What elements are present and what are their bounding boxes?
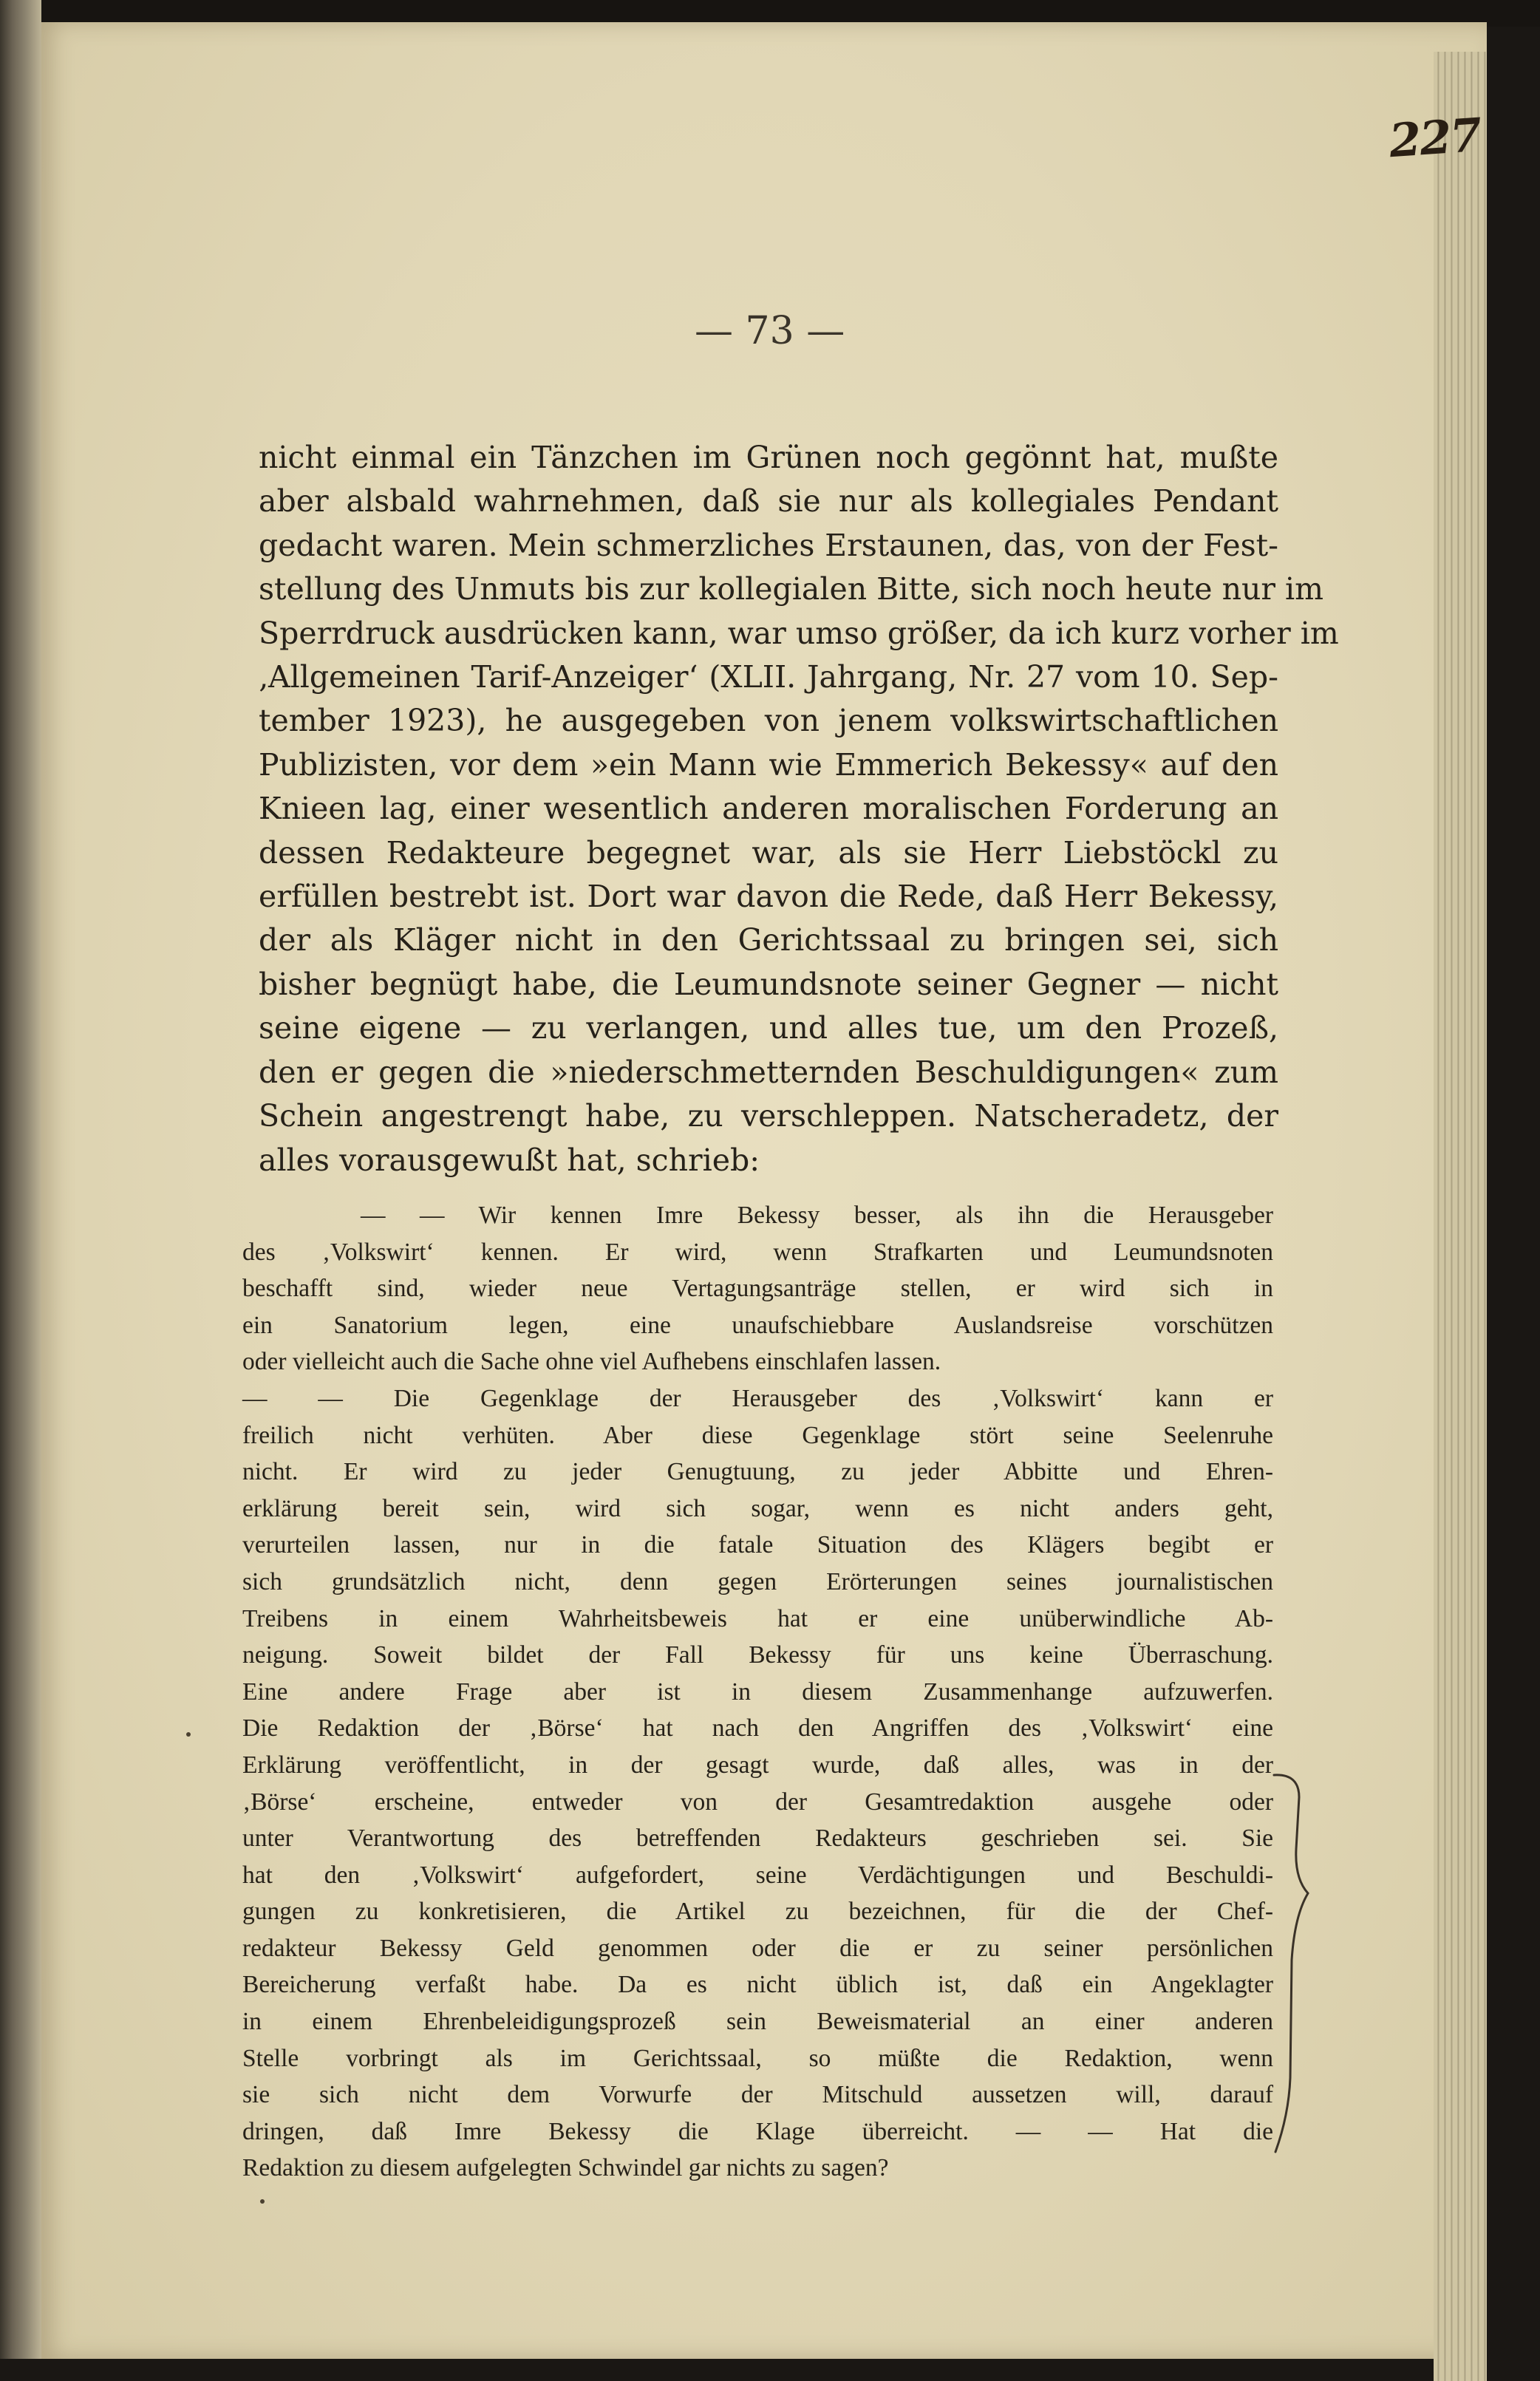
quote-line: Die Redaktion der ‚Börse‘ hat nach den Angriffen des ‚Volkswirt‘ eine: [242, 1714, 1273, 1743]
text-line: gedacht waren. Mein schmerzliches Erstaunen, das, von der Fest-: [259, 527, 1278, 563]
quote-line: — — Die Gegenklage der Herausgeber des ‚Volkswirt‘ kann er: [242, 1384, 1273, 1412]
quote-line: ‚Börse‘ erscheine, entweder von der Gesamtredaktion ausgehe oder: [242, 1788, 1273, 1816]
pencil-margin-bracket: [1270, 1768, 1321, 2167]
quote-line: oder vielleicht auch die Sache ohne viel Aufhebens einschlafen lassen.: [242, 1348, 941, 1376]
text-line: tember 1923), he ausgegeben von jenem volkswirtschaftlichen: [259, 703, 1278, 739]
text-line: stellung des Unmuts bis zur kollegialen Bitte, sich noch heute nur im: [259, 571, 1324, 607]
text-line: Sperrdruck ausdrücken kann, war umso größer, da ich kurz vorher im: [259, 615, 1339, 651]
quote-line: neigung. Soweit bildet der Fall Bekessy für uns keine Überraschung.: [242, 1641, 1273, 1669]
quote-line: beschafft sind, wieder neue Vertagungsanträge stellen, er wird sich in: [242, 1275, 1273, 1303]
text-line: ‚Allgemeinen Tarif-Anzeiger‘ (XLII. Jahrgang, Nr. 27 vom 10. Sep-: [259, 659, 1278, 695]
text-line: den er gegen die »niederschmetternden Beschuldigungen« zum: [259, 1054, 1278, 1090]
quote-line: erklärung bereit sein, wird sich sogar, wenn es nicht anders geht,: [242, 1494, 1273, 1522]
page-edges: [1434, 52, 1487, 2381]
quote-line: gungen zu konkretisieren, die Artikel zu bezeichnen, für die der Chef-: [242, 1898, 1273, 1926]
quote-line: verurteilen lassen, nur in die fatale Situation des Klägers begibt er: [242, 1531, 1273, 1559]
quote-line: Treibens in einem Wahrheitsbeweis hat er eine unüberwindliche Ab-: [242, 1604, 1273, 1632]
quoted-passage: [242, 1197, 1273, 2187]
quote-line: unter Verantwortung des betreffenden Redakteurs geschrieben sei. Sie: [242, 1825, 1273, 1853]
quote-line: Stelle vorbringt als im Gerichtssaal, so müßte die Redaktion, wenn: [242, 2044, 1273, 2072]
text-line: bisher begnügt habe, die Leumundsnote seiner Gegner — nicht: [259, 966, 1278, 1002]
quote-line: Eine andere Frage aber ist in diesem Zusammenhange aufzuwerfen.: [242, 1677, 1273, 1706]
text-line: Schein angestrengt habe, zu verschleppen. Natscheradetz, der: [259, 1098, 1278, 1134]
book-spine: [0, 0, 41, 2359]
quote-line: des ‚Volkswirt‘ kennen. Er wird, wenn Strafkarten und Leumundsnoten: [242, 1238, 1273, 1266]
quote-line: freilich nicht verhüten. Aber diese Gegenklage stört seine Seelenruhe: [242, 1421, 1273, 1449]
text-line: Publizisten, vor dem »ein Mann wie Emmerich Bekessy« auf den: [259, 746, 1278, 783]
text-line: dessen Redakteure begegnet war, als sie Herr Liebstöckl zu: [259, 834, 1278, 871]
handwritten-folio: 227: [1387, 107, 1482, 168]
body-text: [259, 436, 1339, 1182]
quote-line: ein Sanatorium legen, eine unaufschiebbare Auslandsreise vorschützen: [242, 1311, 1273, 1339]
quote-line: in einem Ehrenbeleidigungsprozeß sein Beweismaterial an einer anderen: [242, 2008, 1273, 2036]
text-line: erfüllen bestrebt ist. Dort war davon die Rede, daß Herr Bekessy,: [259, 879, 1278, 915]
quote-line: hat den ‚Volkswirt‘ aufgefordert, seine Verdächtigungen und Beschuldi-: [242, 1861, 1273, 1889]
text-line: alles vorausgewußt hat, schrieb:: [259, 1142, 760, 1178]
page-number: — 73 —: [695, 309, 845, 353]
margin-mark: [260, 2199, 265, 2204]
text-line: nicht einmal ein Tänzchen im Grünen noch gegönnt hat, mußte: [259, 440, 1278, 475]
text-line: Knieen lag, einer wesentlich anderen moralischen Forderung an: [259, 791, 1278, 827]
quote-line: redakteur Bekessy Geld genommen oder die er zu seiner persönlichen: [242, 1934, 1273, 1962]
quote-line: nicht. Er wird zu jeder Genugtuung, zu jeder Abbitte und Ehren-: [242, 1458, 1273, 1486]
text-line: seine eigene — zu verlangen, und alles tue, um den Prozeß,: [259, 1010, 1278, 1046]
quote-line: sich grundsätzlich nicht, denn gegen Erörterungen seines journalistischen: [242, 1567, 1273, 1595]
quote-line: Bereicherung verfaßt habe. Da es nicht üblich ist, daß ein Angeklagter: [242, 1971, 1273, 1999]
text-line: aber alsbald wahrnehmen, daß sie nur als kollegiales Pendant: [259, 483, 1278, 520]
margin-mark: [186, 1732, 191, 1737]
quote-line: — — Wir kennen Imre Bekessy besser, als ihn die Herausgeber: [361, 1202, 1273, 1229]
quote-line: Redaktion zu diesem aufgelegten Schwindel gar nichts zu sagen?: [242, 2154, 889, 2182]
text-line: der als Kläger nicht in den Gerichtssaal zu bringen sei, sich: [259, 922, 1278, 958]
quote-line: sie sich nicht dem Vorwurfe der Mitschuld aussetzen will, darauf: [242, 2081, 1273, 2109]
quote-line: dringen, daß Imre Bekessy die Klage überreicht. — — Hat die: [242, 2117, 1273, 2145]
quote-line: Erklärung veröffentlicht, in der gesagt wurde, daß alles, was in der: [242, 1751, 1273, 1779]
